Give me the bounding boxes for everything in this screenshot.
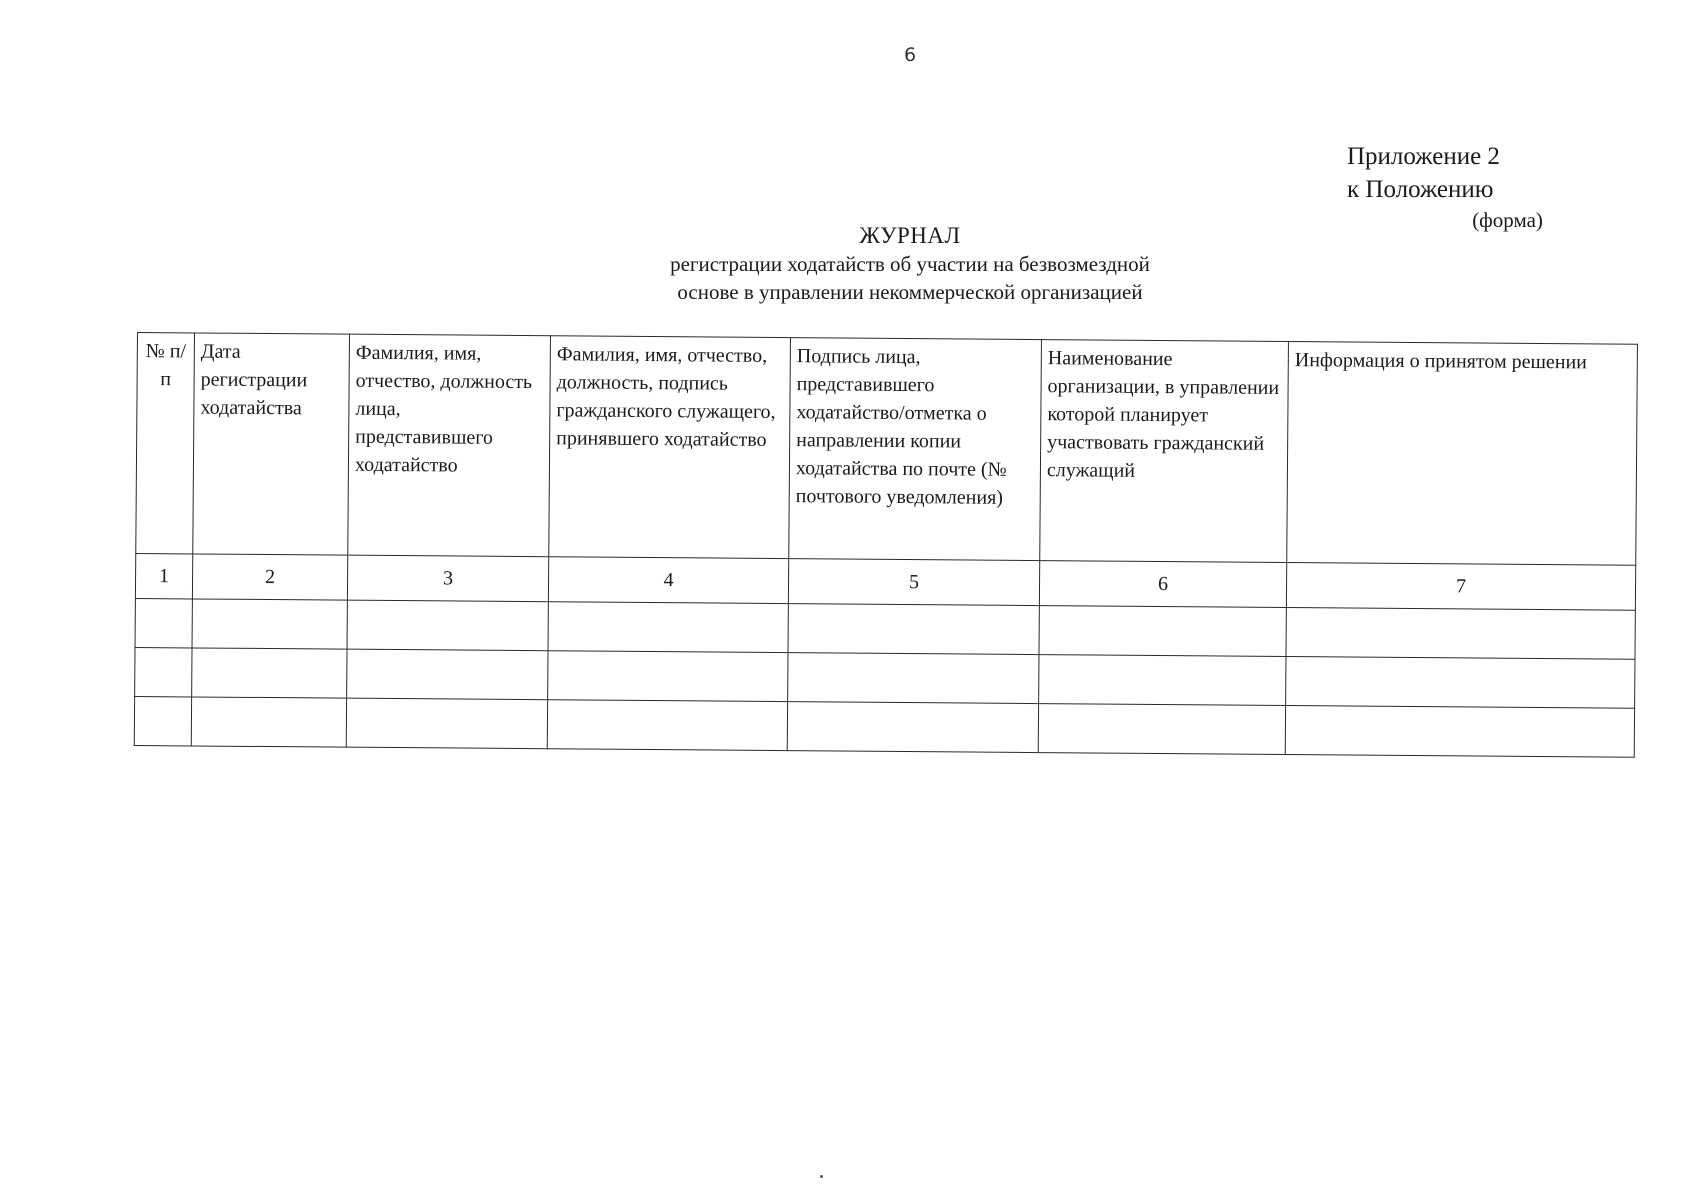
table-cell <box>347 600 548 651</box>
header-cell-registration-date: Дата регистрации ходатайства <box>193 333 350 555</box>
table-row <box>134 696 1634 757</box>
table-cell <box>1039 655 1286 706</box>
table-cell <box>192 648 347 698</box>
header-cell-organization: Наименование организации, в управлении которой планирует участвовать гражданский служащий <box>1040 340 1289 563</box>
column-number-cell: 3 <box>347 555 548 602</box>
journal-subtitle-line-2: основе в управлении некоммерческой организацией <box>677 280 1143 304</box>
table-cell <box>787 702 1038 753</box>
appendix-line-2: к Положению <box>1347 176 1494 203</box>
table-cell <box>547 700 787 751</box>
header-cell-receiving-servant: Фамилия, имя, отчество, должность, подпись гражданского служащего, принявшего ходатайство <box>549 336 791 559</box>
table-cell <box>346 698 547 749</box>
table-cell <box>135 647 192 696</box>
table-cell <box>1038 704 1285 755</box>
column-number-cell: 7 <box>1286 563 1635 611</box>
form-note: (форма) <box>1472 208 1543 232</box>
table-cell <box>788 604 1039 655</box>
header-cell-signature-or-mail: Подпись лица, представившего ходатайство/отметка о направлении копии ходатайства по почте (№ почтового уведомления) <box>789 338 1042 561</box>
appendix-line-1: Приложение 2 <box>1347 143 1500 170</box>
table-cell <box>1285 706 1634 758</box>
table-cell <box>548 651 788 702</box>
header-cell-applicant: Фамилия, имя, отчество, должность лица, представившего ходатайство <box>348 334 551 557</box>
column-number-cell: 4 <box>548 557 788 604</box>
page-number: 6 <box>903 44 917 66</box>
column-number-cell: 1 <box>135 553 192 598</box>
journal-subtitle-line-1: регистрации ходатайств об участии на безвозмездной <box>670 252 1150 276</box>
journal-title: ЖУРНАЛ <box>859 223 961 248</box>
table-cell <box>548 602 788 653</box>
table-cell <box>1286 608 1635 660</box>
table-cell <box>135 598 192 647</box>
table-cell <box>191 697 346 747</box>
journal-title-block <box>560 222 1260 306</box>
table-cell <box>1039 606 1286 657</box>
journal-table <box>134 332 1638 758</box>
header-cell-decision-info: Информация о принятом решении <box>1287 342 1638 566</box>
table-cell <box>347 649 548 700</box>
appendix-reference <box>1347 140 1543 234</box>
column-number-cell: 6 <box>1039 561 1286 608</box>
table-cell <box>134 696 191 745</box>
table-cell <box>788 653 1039 704</box>
table-cell <box>1286 657 1635 709</box>
header-cell-number: № п/п <box>136 333 195 554</box>
table-cell <box>192 599 347 649</box>
table-header-row <box>136 333 1638 566</box>
column-number-cell: 5 <box>788 559 1039 606</box>
scan-speck <box>820 1175 823 1178</box>
column-number-cell: 2 <box>192 554 347 600</box>
